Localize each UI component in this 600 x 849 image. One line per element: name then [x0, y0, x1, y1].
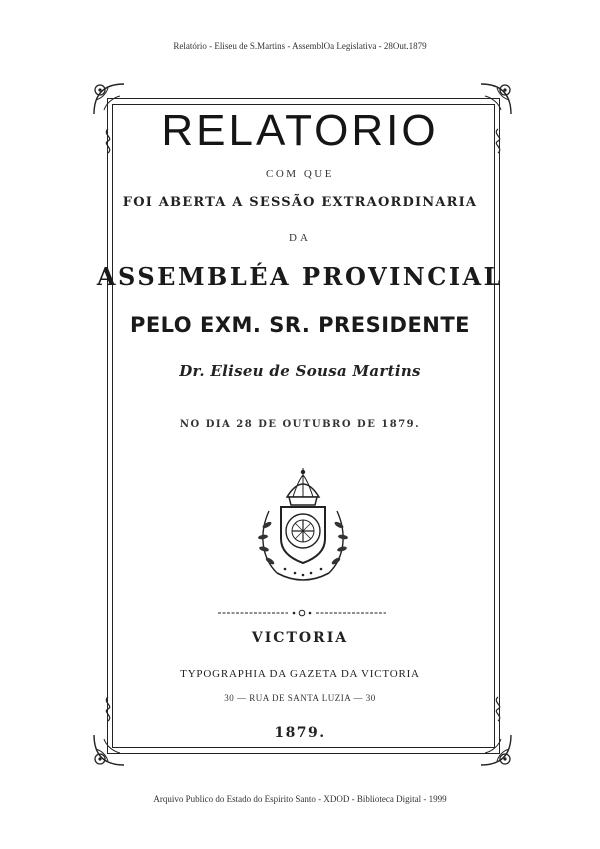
imperial-coat-of-arms-icon — [243, 467, 363, 589]
subtitle-da: DA — [289, 232, 311, 244]
subtitle-com-que: COM QUE — [266, 168, 334, 180]
document-title: RELATORIO — [161, 106, 439, 155]
printer-name: TYPOGRAPHIA DA GAZETA DA VICTORIA — [180, 668, 420, 680]
archive-header: Relatório - Eliseu de S.Martins - AssemblOa Legislativa - 28Out.1879 — [173, 41, 427, 51]
archive-footer: Arquivo Publico do Estado do Espírito Santo - XDOD - Biblioteca Digital - 1999 — [153, 794, 447, 804]
president-name: Dr. Eliseu de Sousa Martins — [179, 362, 421, 380]
printer-address: 30 — RUA DE SANTA LUZIA — 30 — [224, 693, 376, 703]
date-line: NO DIA 28 DE OUTUBRO DE 1879. — [179, 419, 421, 430]
session-line: FOI ABERTA A SESSÃO EXTRAORDINARIA — [122, 195, 478, 210]
city-name: VICTORIA — [251, 630, 349, 646]
assembly-name: ASSEMBLÉA PROVINCIAL — [96, 262, 504, 291]
publication-year: 1879. — [274, 725, 326, 741]
president-line: PELO EXM. SR. PRESIDENTE — [129, 313, 471, 337]
decorative-rule — [218, 609, 386, 617]
